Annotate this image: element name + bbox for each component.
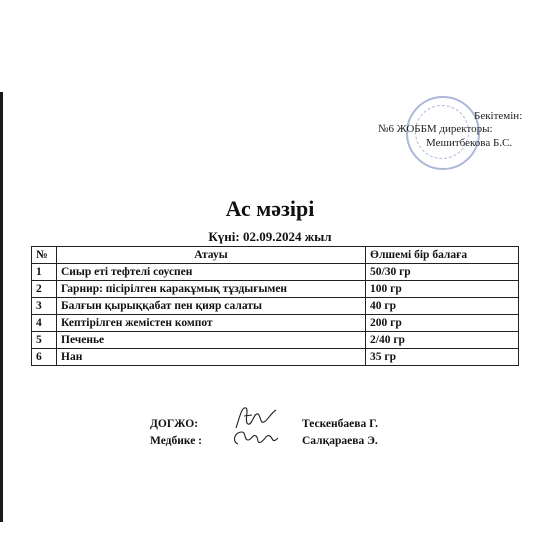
column-header-number: № xyxy=(32,247,57,264)
signature-block xyxy=(150,416,450,456)
dish-name: Печенье xyxy=(57,332,366,349)
table-row xyxy=(32,332,519,349)
dish-name: Сиыр еті тефтелі соуспен xyxy=(57,264,366,281)
portion-size: 50/30 гр xyxy=(366,264,519,281)
approval-director-name: Мешитбекова Б.С. xyxy=(426,137,513,149)
table-row xyxy=(32,298,519,315)
dish-name: Гарнир: пісірілген каракұмық тұздығымен xyxy=(57,281,366,298)
dish-name: Кептірілген жемістен компот xyxy=(57,315,366,332)
portion-size: 200 гр xyxy=(366,315,519,332)
row-number: 5 xyxy=(32,332,57,349)
table-header-row xyxy=(32,247,519,264)
dish-name: Балғын қырыққабат пен қияр салаты xyxy=(57,298,366,315)
row-number: 1 xyxy=(32,264,57,281)
menu-table xyxy=(31,246,519,366)
table-row xyxy=(32,315,519,332)
signature-name-dogzho: Тескенбаева Г. xyxy=(302,418,378,430)
table-row xyxy=(32,264,519,281)
row-number: 6 xyxy=(32,349,57,366)
portion-size: 2/40 гр xyxy=(366,332,519,349)
row-number: 4 xyxy=(32,315,57,332)
signature-role-nurse: Медбике : xyxy=(150,435,202,447)
dish-name: Нан xyxy=(57,349,366,366)
handwritten-signature-nurse xyxy=(228,424,282,452)
portion-size: 35 гр xyxy=(366,349,519,366)
signature-role-dogzho: ДОГЖО: xyxy=(150,418,199,430)
signature-name-nurse: Салқараева Э. xyxy=(302,435,378,447)
menu-date: Күні: 02.09.2024 жыл xyxy=(208,229,332,244)
scan-left-edge xyxy=(0,92,3,522)
approval-heading: Бекітемін: xyxy=(474,110,523,122)
approval-position: №6 ЖОББМ директоры: xyxy=(378,123,493,135)
table-row xyxy=(32,349,519,366)
approval-stamp-area xyxy=(378,96,538,186)
row-number: 3 xyxy=(32,298,57,315)
portion-size: 100 гр xyxy=(366,281,519,298)
portion-size: 40 гр xyxy=(366,298,519,315)
column-header-name: Атауы xyxy=(57,247,366,264)
row-number: 2 xyxy=(32,281,57,298)
column-header-quantity: Өлшемі бір балаға xyxy=(366,247,519,264)
table-row xyxy=(32,281,519,298)
page-title: Ас мәзірі xyxy=(225,196,315,221)
